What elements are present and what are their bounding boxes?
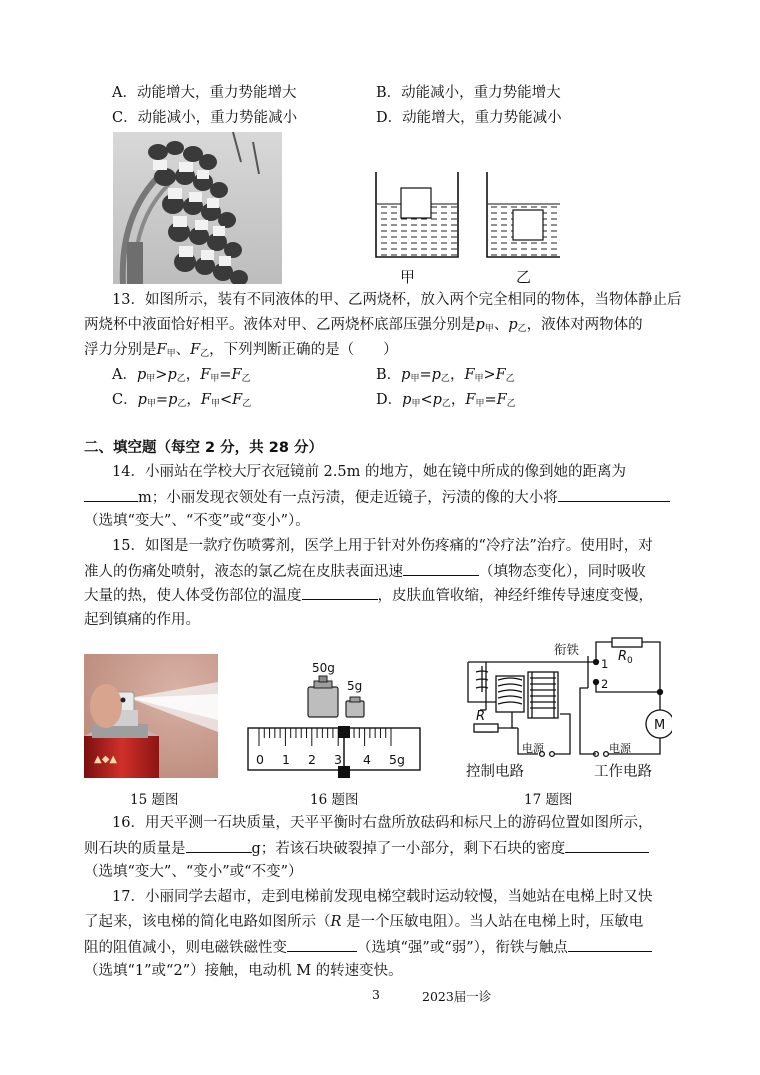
- roller-coaster-photo: [113, 132, 282, 284]
- elevator-circuit-figure: [456, 632, 672, 782]
- q16-line2-mid: g；若该石块破裂掉了一小部分，剩下石块的密度: [251, 841, 566, 857]
- symbol-p: p: [475, 317, 485, 333]
- q13-line3-tail: ，下列判断正确的是（ ）: [209, 342, 398, 358]
- q17-line3: [84, 937, 652, 958]
- q16-line1: 16．用天平测一石块质量，天平平衡时右盘所放砝码和标尺上的游码位置如图所示，: [112, 815, 653, 831]
- symbol-f: F: [156, 342, 167, 358]
- weight-5g: [346, 701, 364, 717]
- label-armature: 衔铁: [554, 642, 580, 657]
- q15-line1: 15．如图是一款疗伤喷雾剂，医学上用于针对外伤疼痛的“冷疗法”治疗。使用时，对: [112, 538, 653, 554]
- q17-line2-tail: 是一个压敏电阻）。当人站在电梯上时，压敏电: [341, 914, 644, 930]
- q15-line3: [84, 585, 653, 606]
- rider-bottom: [338, 766, 350, 778]
- label-50g: 50g: [312, 661, 335, 675]
- q14-line3: （选填“变大”、“不变”或“变小”）。: [84, 513, 310, 529]
- beakers-figure: [370, 168, 560, 288]
- label-motor: M: [654, 718, 666, 733]
- q12-option-d: D．动能增大，重力势能减小: [376, 110, 562, 126]
- balance-ruler-figure: [244, 656, 424, 780]
- q13-line2-tail: ，液体对两物体的: [526, 317, 643, 333]
- answer-blank[interactable]: [403, 561, 479, 576]
- q17-line2: [84, 912, 643, 932]
- q16-line3: （选填“变大”、“变小”或“不变”）: [84, 864, 303, 880]
- q17-line4: （选填“1”或“2”）接触，电动机 M 的转速变快。: [84, 963, 403, 979]
- page-number: 3: [372, 987, 380, 1002]
- q12-option-a: A．动能增大，重力势能增大: [112, 85, 297, 101]
- block-jia: [401, 188, 431, 218]
- weight-50g: [308, 687, 338, 717]
- q16-line2-head: 则石块的质量是: [84, 841, 186, 857]
- q12-option-c: C．动能减小，重力势能减小: [112, 110, 298, 126]
- sub-yi: 乙: [200, 349, 210, 359]
- q15-line2-tail: （填物态变化），同时吸收: [479, 564, 646, 580]
- answer-blank[interactable]: [287, 937, 357, 952]
- label-jia: 甲: [400, 268, 416, 286]
- q13-line2: [84, 315, 643, 339]
- q13-line1: 13．如图所示，装有不同液体的甲、乙两烧杯，放入两个完全相同的物体，当物体静止后: [112, 292, 682, 308]
- block-yi: [513, 210, 543, 240]
- answer-blank[interactable]: [565, 838, 649, 853]
- answer-blank[interactable]: [302, 585, 378, 600]
- label-control-circuit: 控制电路: [466, 764, 524, 780]
- q15-line2: [84, 561, 646, 582]
- section2-title: 二、填空题（每空 2 分，共 28 分）: [84, 440, 323, 456]
- answer-blank[interactable]: [186, 838, 252, 853]
- caption-16: 16 题图: [310, 792, 359, 808]
- sub-yi: 乙: [517, 324, 527, 334]
- q15-line3-tail: ，皮肤血管收缩，神经纤维传导速度变慢，: [377, 588, 653, 604]
- tick-label-5g: 5g: [389, 752, 405, 767]
- q13-option-d: D．$p_甲<p_乙$，$F_甲=F_乙$: [376, 392, 516, 409]
- label-yi: 乙: [516, 268, 532, 286]
- q13-option-a: A．$p_甲>p_乙$，$F_甲=F_乙$: [112, 367, 251, 384]
- q13-option-c: C．$p_甲=p_乙$，$F_甲<F_乙$: [112, 392, 252, 409]
- label-contact-1: 1: [601, 657, 609, 671]
- beaker-jia: [376, 172, 458, 257]
- rider-top: [338, 726, 350, 738]
- exam-label: 2023届一诊: [422, 989, 492, 1004]
- answer-blank[interactable]: [84, 487, 138, 502]
- q17-line1: 17．小丽同学去超市，走到电梯前发现电梯空载时运动较慢，当她站在电梯上时又快: [112, 889, 653, 905]
- sub-jia: 甲: [484, 324, 494, 334]
- sep: 、: [493, 317, 509, 333]
- q17-line2-head: 了起来，该电梯的简化电路如图所示（: [84, 914, 331, 930]
- q14-line1: 14．小丽站在学校大厅衣冠镜前 2.5m 的地方，她在镜中所成的像到她的距离为: [112, 464, 626, 480]
- answer-blank[interactable]: [568, 937, 652, 952]
- tick-label-4: 4: [363, 752, 371, 767]
- q13-line3-head: 浮力分别是: [84, 342, 157, 358]
- tick-label-0: 0: [256, 752, 264, 767]
- q13-line3: [84, 340, 398, 364]
- tick-label-3: 3: [334, 752, 342, 767]
- label-work-circuit: 工作电路: [594, 764, 652, 780]
- beaker-yi: [487, 172, 560, 257]
- sub-jia: 甲: [166, 349, 176, 359]
- tick-label-2: 2: [308, 752, 316, 767]
- label-power-work: 电源: [609, 742, 631, 755]
- label-5g: 5g: [347, 679, 363, 693]
- caption-17: 17 题图: [524, 792, 573, 808]
- q13-option-b: B．$p_甲=p_乙$，$F_甲>F_乙$: [376, 367, 515, 384]
- answer-blank[interactable]: [558, 487, 670, 502]
- symbol-r: R: [330, 914, 342, 930]
- label-power-control: 电源: [522, 742, 544, 755]
- label-r0: R: [618, 649, 628, 664]
- symbol-p: p: [508, 317, 518, 333]
- label-r: R: [476, 709, 486, 724]
- tick-label-1: 1: [282, 752, 290, 767]
- sep: 、: [175, 342, 191, 358]
- q13-line2-head: 两烧杯中液面恰好相平。液体对甲、乙两烧杯底部压强分别是: [84, 317, 476, 333]
- q15-line3-head: 大量的热，使人体受伤部位的温度: [84, 588, 302, 604]
- q14-line2-mid: m；小丽发现衣领处有一点污渍，便走近镜子，污渍的像的大小将: [138, 490, 558, 506]
- q12-option-b: B．动能减小，重力势能增大: [376, 85, 561, 101]
- q15-line2-head: 准人的伤痛处喷射，液态的氯乙烷在皮肤表面迅速: [84, 564, 403, 580]
- label-r0-sub: 0: [627, 656, 633, 666]
- q16-line2: [84, 838, 649, 859]
- q17-line3-head: 阻的阻值减小，则电磁铁磁性变: [84, 940, 287, 956]
- q14-line2: [84, 487, 670, 508]
- q15-line4: 起到镇痛的作用。: [84, 612, 200, 628]
- q17-line3-mid: （选填“强”或“弱”），衔铁与触点: [357, 940, 568, 956]
- label-contact-2: 2: [601, 677, 609, 691]
- spray-photo: [84, 654, 218, 778]
- caption-15: 15 题图: [130, 792, 179, 808]
- svg-text:▲◆▲: ▲◆▲: [94, 754, 118, 765]
- symbol-f: F: [190, 342, 201, 358]
